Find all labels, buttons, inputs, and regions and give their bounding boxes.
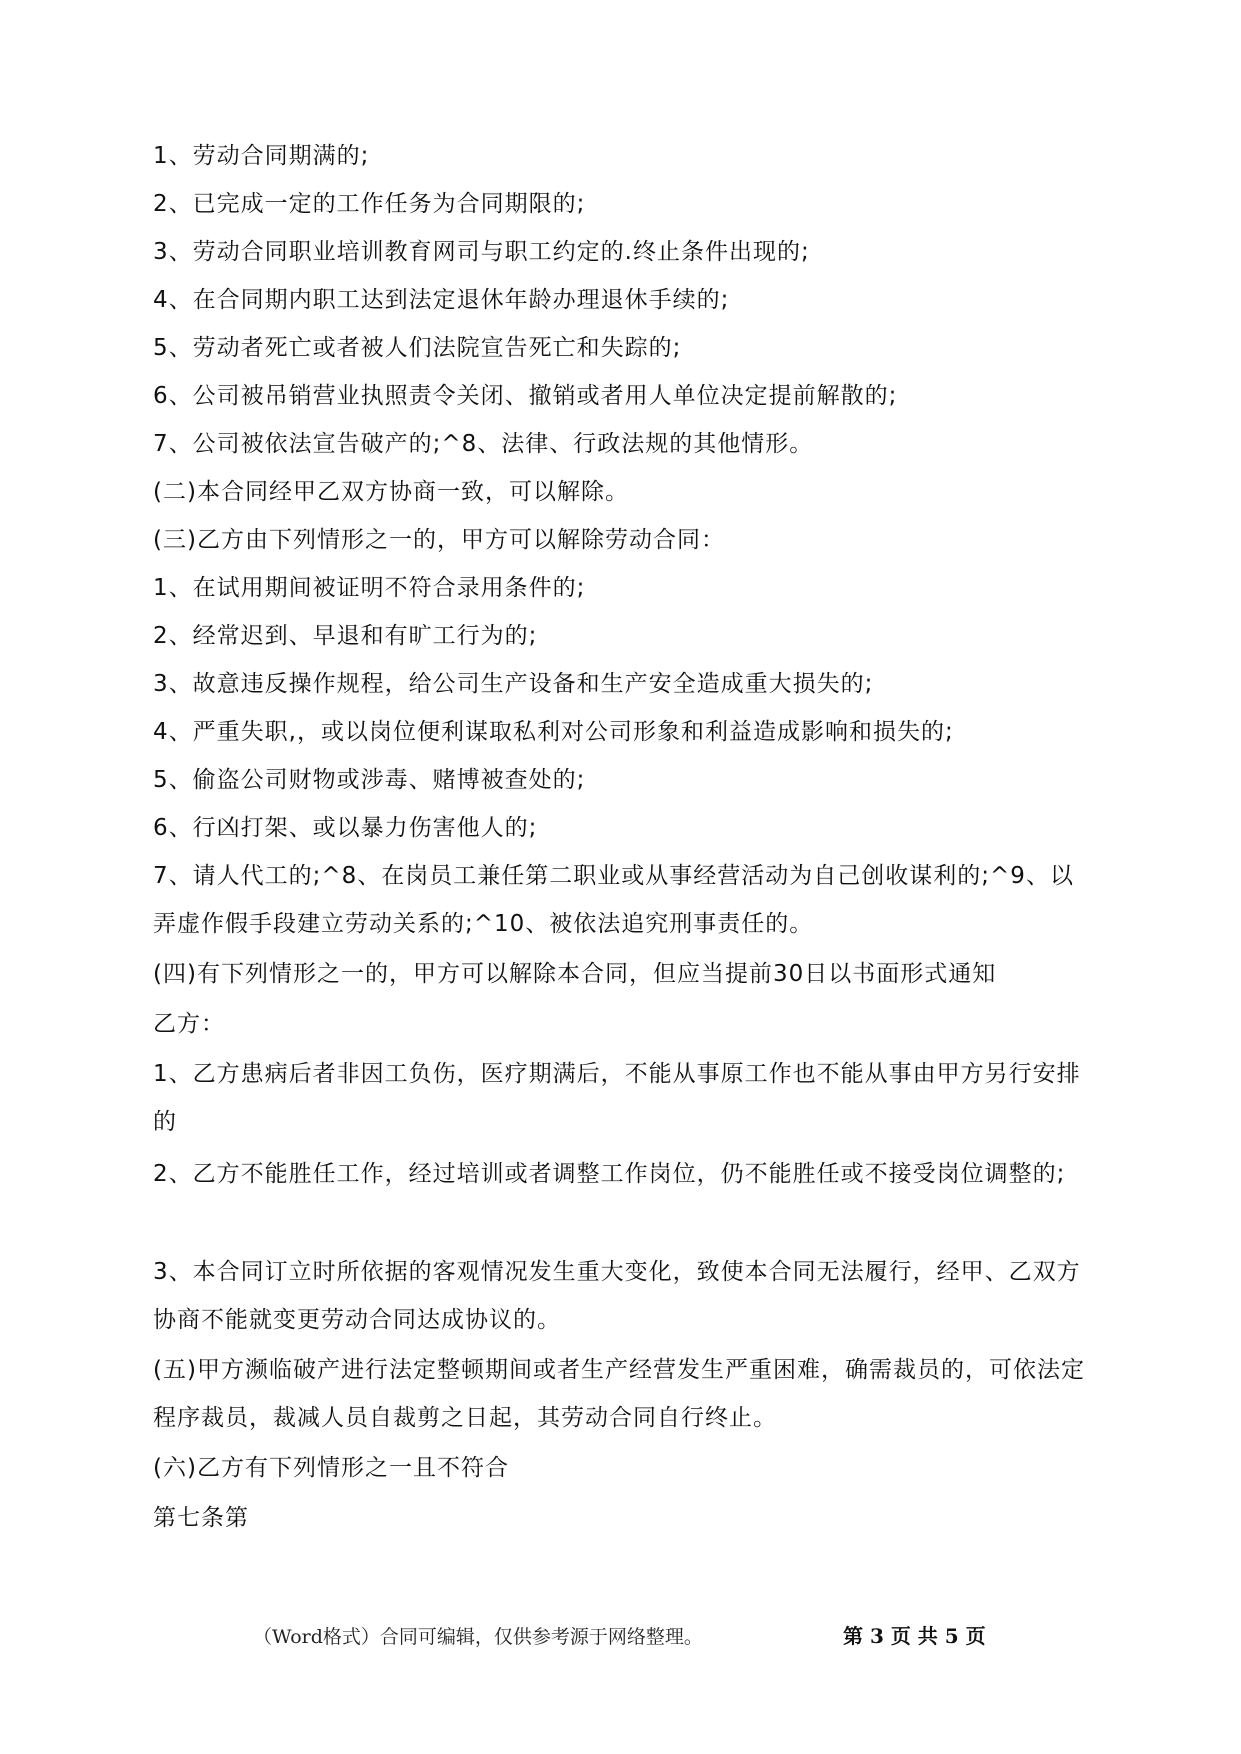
- paragraph-23: (六)乙方有下列情形之一且不符合: [153, 1455, 509, 1481]
- paragraph-21: 3、本合同订立时所依据的客观情况发生重大变化，致使本合同无法履行，经甲、乙双方协商不能就变更劳动合同达成协议的。: [153, 1259, 1081, 1333]
- paragraph-4: 4、在合同期内职工达到法定退休年龄办理退休手续的;: [153, 287, 730, 313]
- paragraph-7: 7、公司被依法宣告破产的;^8、法律、行政法规的其他情形。: [153, 431, 814, 457]
- paragraph-12: 3、故意违反操作规程，给公司生产设备和生产安全造成重大损失的;: [153, 671, 874, 697]
- paragraph-8: (二)本合同经甲乙双方协商一致，可以解除。: [153, 479, 629, 505]
- page-number: 第 3 页 共 5 页: [843, 1624, 986, 1648]
- paragraph-5: 5、劳动者死亡或者被人们法院宣告死亡和失踪的;: [153, 335, 682, 361]
- paragraph-6: 6、公司被吊销营业执照责令关闭、撤销或者用人单位决定提前解散的;: [153, 383, 898, 409]
- paragraph-3: 3、劳动合同职业培训教育网司与职工约定的.终止条件出现的;: [153, 239, 810, 265]
- paragraph-10: 1、在试用期间被证明不符合录用条件的;: [153, 575, 586, 601]
- paragraph-24: 第七条第: [153, 1505, 249, 1531]
- paragraph-13: 4、严重失职,，或以岗位便利谋取私利对公司形象和利益造成影响和损失的;: [153, 719, 954, 745]
- paragraph-20: 2、乙方不能胜任工作，经过培训或者调整工作岗位，仍不能胜任或不接受岗位调整的;: [153, 1161, 1066, 1187]
- paragraph-17: (四)有下列情形之一的，甲方可以解除本合同，但应当提前30日以书面形式通知: [153, 961, 997, 987]
- paragraph-2: 2、已完成一定的工作任务为合同期限的;: [153, 191, 586, 217]
- paragraph-1: 1、劳动合同期满的;: [153, 143, 370, 169]
- paragraph-11: 2、经常迟到、早退和有旷工行为的;: [153, 623, 538, 649]
- paragraph-16: 7、请人代工的;^8、在岗员工兼任第二职业或从事经营活动为自己创收谋利的;^9、以弄虚作假手段建立劳动关系的;^10、被依法追究刑事责任的。: [153, 863, 1074, 937]
- paragraph-18: 乙方：: [153, 1011, 225, 1037]
- footer-note: （Word格式）合同可编辑，仅供参考源于网络整理。: [253, 1626, 703, 1648]
- paragraph-15: 6、行凶打架、或以暴力伤害他人的;: [153, 815, 538, 841]
- paragraph-14: 5、偷盗公司财物或涉毒、赌博被查处的;: [153, 767, 586, 793]
- paragraph-9: (三)乙方由下列情形之一的，甲方可以解除劳动合同：: [153, 527, 725, 553]
- paragraph-22: (五)甲方濒临破产进行法定整顿期间或者生产经营发生严重困难，确需裁员的，可依法定程序裁员，裁减人员自裁剪之日起，其劳动合同自行终止。: [153, 1357, 1085, 1431]
- paragraph-19: 1、乙方患病后者非因工负伤，医疗期满后，不能从事原工作也不能从事由甲方另行安排的: [153, 1061, 1081, 1135]
